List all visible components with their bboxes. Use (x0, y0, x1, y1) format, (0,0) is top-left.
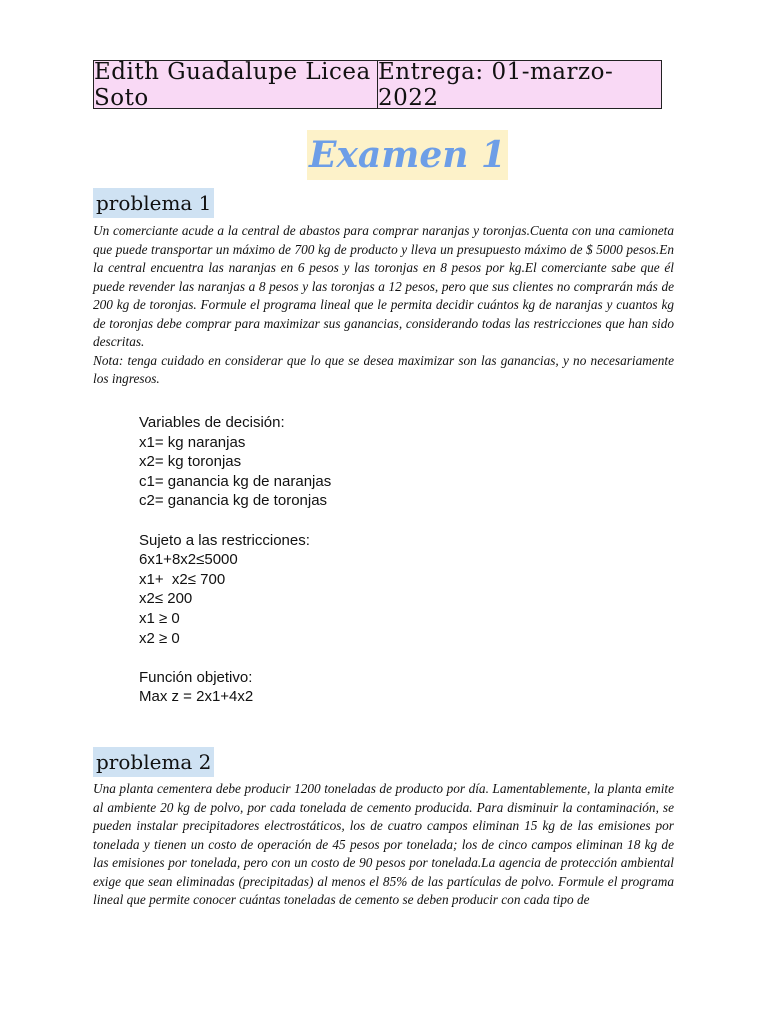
problem2-statement-text: Una planta cementera debe producir 1200 toneladas de producto por día. Lamentablemente, la planta emite al ambiente 20 kg de polvo, por cada tonelada de cemento producida. Para disminuir la contaminación, se pueden instalar precipitadores electrostáticos, los de cuatro campos eliminan 15 kg de las emisiones por tonelada y tienen un costo de operación de 45 pesos por tonelada; los de cinco campos eliminan 18 kg de las emisiones por tonelada, pero con un costo de 90 pesos por tonelada.La agencia de protección ambiental exige que sean eliminadas (precipitadas) al menos el 85% de las partículas de polvo. Formule el programa lineal que permite conocer cuántas toneladas de cemento se deben producir con cada tipo de (93, 781, 674, 907)
problem1-statement-text: Un comerciante acude a la central de abastos para comprar naranjas y toronjas.Cuenta con una camioneta que puede transportar un máximo de 700 kg de producto y lleva un presupuesto máximo de $ 5000 pesos.En la central encuentra las naranjas en 6 pesos y las toronjas en 8 pesos por kg.El comerciante sabe que él puede revender las naranjas a 8 pesos y las toronjas a 12 pesos, pero que sus clientes no comprarán más de 200 kg de toronjas. Formule el programa lineal que le permita decidir cuántos kg de naranjas y cuantos kg de toronjas debe comprar para maximizar sus ganancias, considerando todas las restricciones que han sido descritas. (93, 223, 674, 349)
variables-title: Variables de decisión: (139, 414, 285, 431)
problem2-label: problema 2 (93, 747, 214, 777)
problem1-solution (139, 413, 331, 707)
constraint-item: x2≤ 200 (139, 590, 193, 608)
student-name: Edith Guadalupe Licea Soto (94, 58, 371, 111)
variable-item: c1= ganancia kg de naranjas (139, 472, 332, 490)
constraint-item: x1+ x2≤ 700 (139, 570, 226, 588)
header-table (93, 60, 662, 109)
spacer (139, 648, 331, 668)
constraints-title: Sujeto a las restricciones: (139, 531, 310, 549)
problem1-label: problema 1 (93, 188, 214, 218)
variable-item: x2= kg toronjas (139, 453, 242, 471)
constraint-item: 6x1+8x2≤5000 (139, 551, 238, 569)
objective-title: Función objetivo: (139, 668, 253, 686)
problem1-note: Nota: tenga cuidado en considerar que lo que se desea maximizar son las ganancias, y no necesariamente los ingresos. (93, 352, 674, 386)
problem1-statement (93, 222, 674, 389)
variable-item: c2= ganancia kg de toronjas (139, 492, 328, 510)
objective-function: Max z = 2x1+4x2 (139, 688, 254, 706)
problem2-statement (93, 780, 674, 910)
constraint-item: x1 ≥ 0 (139, 609, 180, 627)
exam-title: Examen 1 (307, 130, 508, 180)
variable-item: x1= kg naranjas (139, 433, 246, 451)
due-date: Entrega: 01-marzo-2022 (377, 61, 661, 108)
constraint-item: x2 ≥ 0 (139, 629, 180, 647)
spacer (139, 511, 331, 531)
